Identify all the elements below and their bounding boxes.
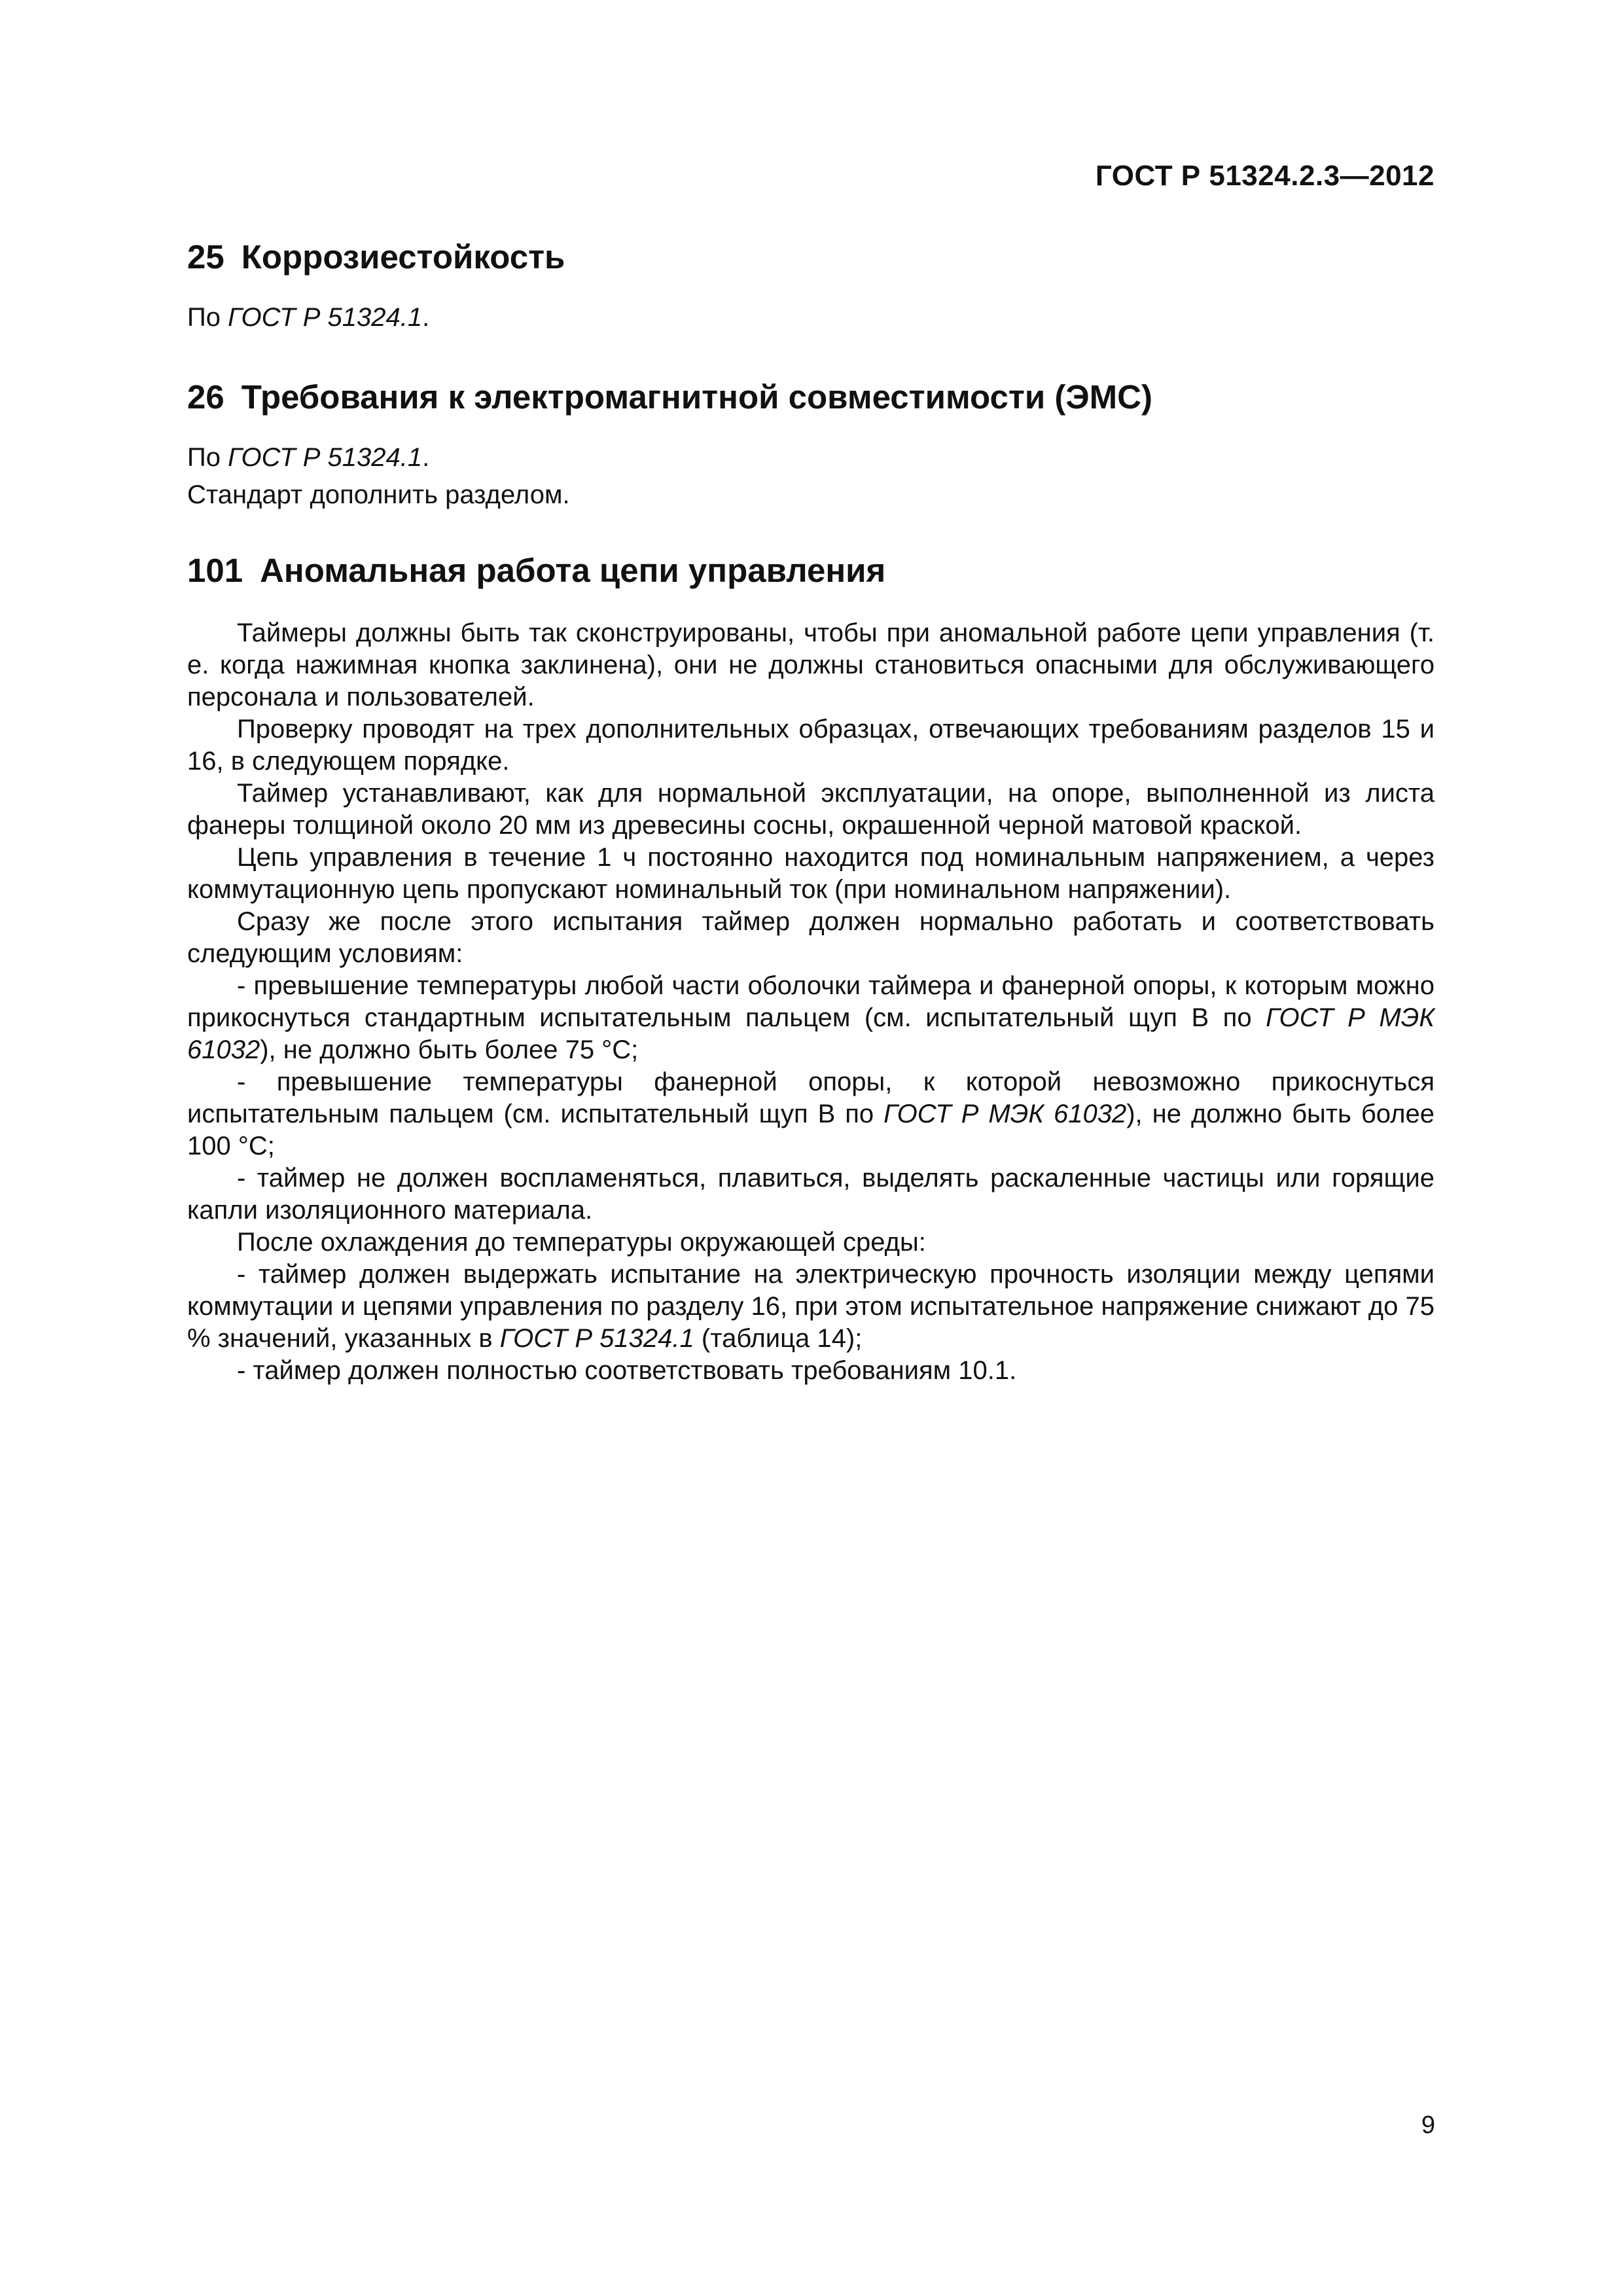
paragraph: После охлаждения до температуры окружающей среды: <box>237 1227 926 1257</box>
section-26-text <box>187 442 1435 474</box>
text-prefix: По <box>187 303 228 332</box>
section-title: Коррозиестойкость <box>241 238 565 276</box>
section-25-text <box>187 302 1435 334</box>
page-number: 9 <box>1421 2111 1435 2139</box>
section-number: 101 <box>187 552 243 590</box>
text-prefix: - превышение температуры фанерной опоры, к которой невозможно прикоснуться испытательным пальцем (см. испытательный щуп В по <box>187 1067 1435 1128</box>
text-prefix: - превышение температуры любой части оболочки таймера и фанерной опоры, к которым можно прикоснуться стандартным испытательным пальцем (см. испытательный щуп В по <box>187 971 1435 1032</box>
page-content <box>187 223 1435 1387</box>
text-suffix: ), не должно быть более 75 °С; <box>260 1035 639 1064</box>
section-title: Требования к электромагнитной совместимости (ЭМС) <box>241 378 1152 416</box>
paragraph: Цепь управления в течение 1 ч постоянно находится под номинальным напряжением, а через коммутационную цепь пропускают номинальный ток (при номинальном напряжении). <box>187 842 1435 904</box>
paragraph: Сразу же после этого испытания таймер должен нормально работать и соответствовать следующим условиям: <box>187 906 1435 968</box>
text-suffix: (таблица 14); <box>694 1323 863 1353</box>
standard-reference: ГОСТ Р МЭК 61032 <box>883 1099 1127 1128</box>
standard-reference: ГОСТ Р 51324.1 <box>228 443 423 473</box>
document-code-header: ГОСТ Р 51324.2.3—2012 <box>1095 160 1435 192</box>
section-title: Аномальная работа цепи управления <box>260 552 886 590</box>
text-suffix: . <box>422 303 430 332</box>
list-item: - таймер не должен воспламеняться, плавиться, выделять раскаленные частицы или горящие капли изоляционного материала. <box>187 1163 1435 1225</box>
section-26-note: Стандарт дополнить разделом. <box>187 480 570 510</box>
text-prefix: - таймер должен выдержать испытание на электрическую прочность изоляции между цепями коммутации и цепями управления по разделу 16, при этом испытательное напряжение снижают до 75 % значений, указанных в <box>187 1259 1435 1353</box>
standard-reference: ГОСТ Р 51324.1 <box>499 1323 694 1353</box>
list-item <box>187 1259 1435 1355</box>
text-prefix: По <box>187 443 228 473</box>
section-25-heading <box>187 237 1435 277</box>
section-number: 26 <box>187 378 224 416</box>
list-item <box>187 1066 1435 1162</box>
list-item: - таймер должен полностью соответствовать требованиям 10.1. <box>237 1355 1017 1385</box>
section-26-heading <box>187 377 1435 417</box>
section-101-heading <box>187 550 1435 590</box>
text-suffix: . <box>422 443 430 473</box>
paragraph: Проверку проводят на трех дополнительных образцах, отвечающих требованиям разделов 15 и 16, в следующем порядке. <box>187 714 1435 776</box>
section-number: 25 <box>187 238 224 276</box>
standard-reference: ГОСТ Р МЭК 61032 <box>187 1003 1435 1064</box>
text-suffix: ), не должно быть более 100 °С; <box>187 1099 1435 1160</box>
paragraph: Таймеры должны быть так сконструированы, чтобы при аномальной работе цепи управления (т. е. когда нажимная кнопка заклинена), они не должны становиться опасными для обслуживающего персонала и пользователей. <box>187 618 1435 711</box>
list-item <box>187 970 1435 1066</box>
standard-reference: ГОСТ Р 51324.1 <box>228 303 423 332</box>
paragraph: Таймер устанавливают, как для нормальной эксплуатации, на опоре, выполненной из листа фанеры толщиной около 20 мм из древесины сосны, окрашенной черной матовой краской. <box>187 778 1435 840</box>
section-101-body <box>187 617 1435 1387</box>
